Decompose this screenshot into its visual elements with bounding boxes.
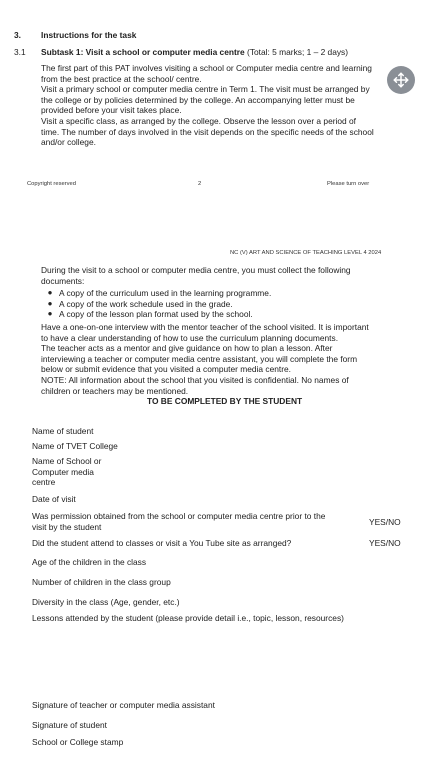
permission-answer: YES/NO xyxy=(369,517,401,527)
attend-answer: YES/NO xyxy=(369,538,401,548)
label-date-of-visit: Date of visit xyxy=(32,494,76,504)
paragraph-line: time. The number of days involved in the visit depends on the specific needs of the school xyxy=(41,126,374,137)
subtask-number: 3.1 xyxy=(14,47,26,57)
documents-list xyxy=(41,288,271,320)
subtask-heading xyxy=(41,47,348,58)
instructions-body xyxy=(41,322,369,396)
form-title: TO BE COMPLETED BY THE STUDENT xyxy=(147,396,303,406)
label-line: visit by the student xyxy=(32,521,102,532)
intro-line: During the visit to a school or computer media centre, you must collect the following xyxy=(41,265,351,275)
label-lessons-attended: Lessons attended by the student (please provide detail i.e., topic, lesson, resources) xyxy=(32,613,344,623)
label-diversity: Diversity in the class (Age, gender, etc.) xyxy=(32,597,180,607)
bullet-icon: ● xyxy=(47,309,53,319)
list-item xyxy=(41,309,271,320)
body-line: children or teachers may be mentioned. xyxy=(41,385,189,396)
list-item xyxy=(41,299,271,310)
label-line: Was permission obtained from the school or computer media centre prior to the xyxy=(32,511,326,521)
footer-copyright: Copyright reserved xyxy=(27,181,76,187)
body-line: Have a one-on-one interview with the mentor teacher of the school visited. It is important xyxy=(41,322,369,332)
paragraph-line: from the best practice at the school/ centre. xyxy=(41,73,202,84)
label-name-of-student: Name of student xyxy=(32,426,94,436)
body-line: interviewing a teacher or computer media centre assistant, you will complete the form xyxy=(41,353,358,364)
list-item-text: A copy of the curriculum used in the learning programme. xyxy=(59,288,272,298)
label-signature-teacher: Signature of teacher or computer media assistant xyxy=(32,700,215,710)
label-name-of-school xyxy=(32,456,101,488)
paragraph-line: Visit a specific class, as arranged by the college. Observe the lesson over a period of xyxy=(41,115,357,126)
paragraph-line: Visit a primary school or computer media centre in Term 1. The visit must be arranged by xyxy=(41,84,370,95)
label-number-of-children: Number of children in the class group xyxy=(32,577,171,587)
subtask-title: Subtask 1: Visit a school or computer media centre xyxy=(41,47,245,57)
label-signature-student: Signature of student xyxy=(32,720,107,730)
footer-turn-over: Please turn over xyxy=(327,181,370,187)
paragraph-line: The first part of this PAT involves visiting a school or Computer media centre and learning xyxy=(41,63,372,73)
paragraph-line: and/or college. xyxy=(41,137,96,148)
body-line: The teacher acts as a mentor and give guidance on how to plan a lesson. After xyxy=(41,343,333,354)
bullet-icon: ● xyxy=(47,298,53,308)
label-name-of-tvet: Name of TVET College xyxy=(32,441,118,451)
page-header: NC (V) ART AND SCIENCE OF TEACHING LEVEL 4 2024 xyxy=(230,250,382,256)
label-permission xyxy=(32,511,325,532)
section-number: 3. xyxy=(14,30,21,40)
intro-line: documents: xyxy=(41,275,85,286)
body-line: NOTE: All information about the school that you visited is confidential. No names of xyxy=(41,374,349,385)
bullet-icon: ● xyxy=(47,288,53,297)
footer-page-number: 2 xyxy=(198,181,202,187)
subtask-meta: (Total: 5 marks; 1 – 2 days) xyxy=(247,47,349,57)
intro-text xyxy=(41,265,351,286)
label-attend: Did the student attend to classes or visit a You Tube site as arranged? xyxy=(32,538,292,548)
move-icon xyxy=(392,71,410,89)
label-school-stamp: School or College stamp xyxy=(32,737,124,747)
label-line: Name of School or xyxy=(32,456,102,466)
list-item-text: A copy of the lesson plan format used by the school. xyxy=(59,309,253,320)
list-item-text: A copy of the work schedule used in the grade. xyxy=(59,298,233,309)
move-button[interactable] xyxy=(387,66,415,94)
body-line: below or submit evidence that you visited a computer media centre. xyxy=(41,364,291,375)
label-line: Computer media xyxy=(32,466,94,477)
paragraph-line: the college or by policies determined by the college. An accompanying letter must be xyxy=(41,94,355,105)
label-line: centre xyxy=(32,477,56,488)
body-line: to have a clear understanding of how to use the curriculum planning documents. xyxy=(41,332,339,343)
section-title: Instructions for the task xyxy=(41,30,137,40)
label-age-of-children: Age of the children in the class xyxy=(32,557,147,567)
paragraph-line: provided before your visit takes place. xyxy=(41,105,182,116)
subtask-paragraph xyxy=(41,63,374,148)
list-item xyxy=(41,288,271,299)
